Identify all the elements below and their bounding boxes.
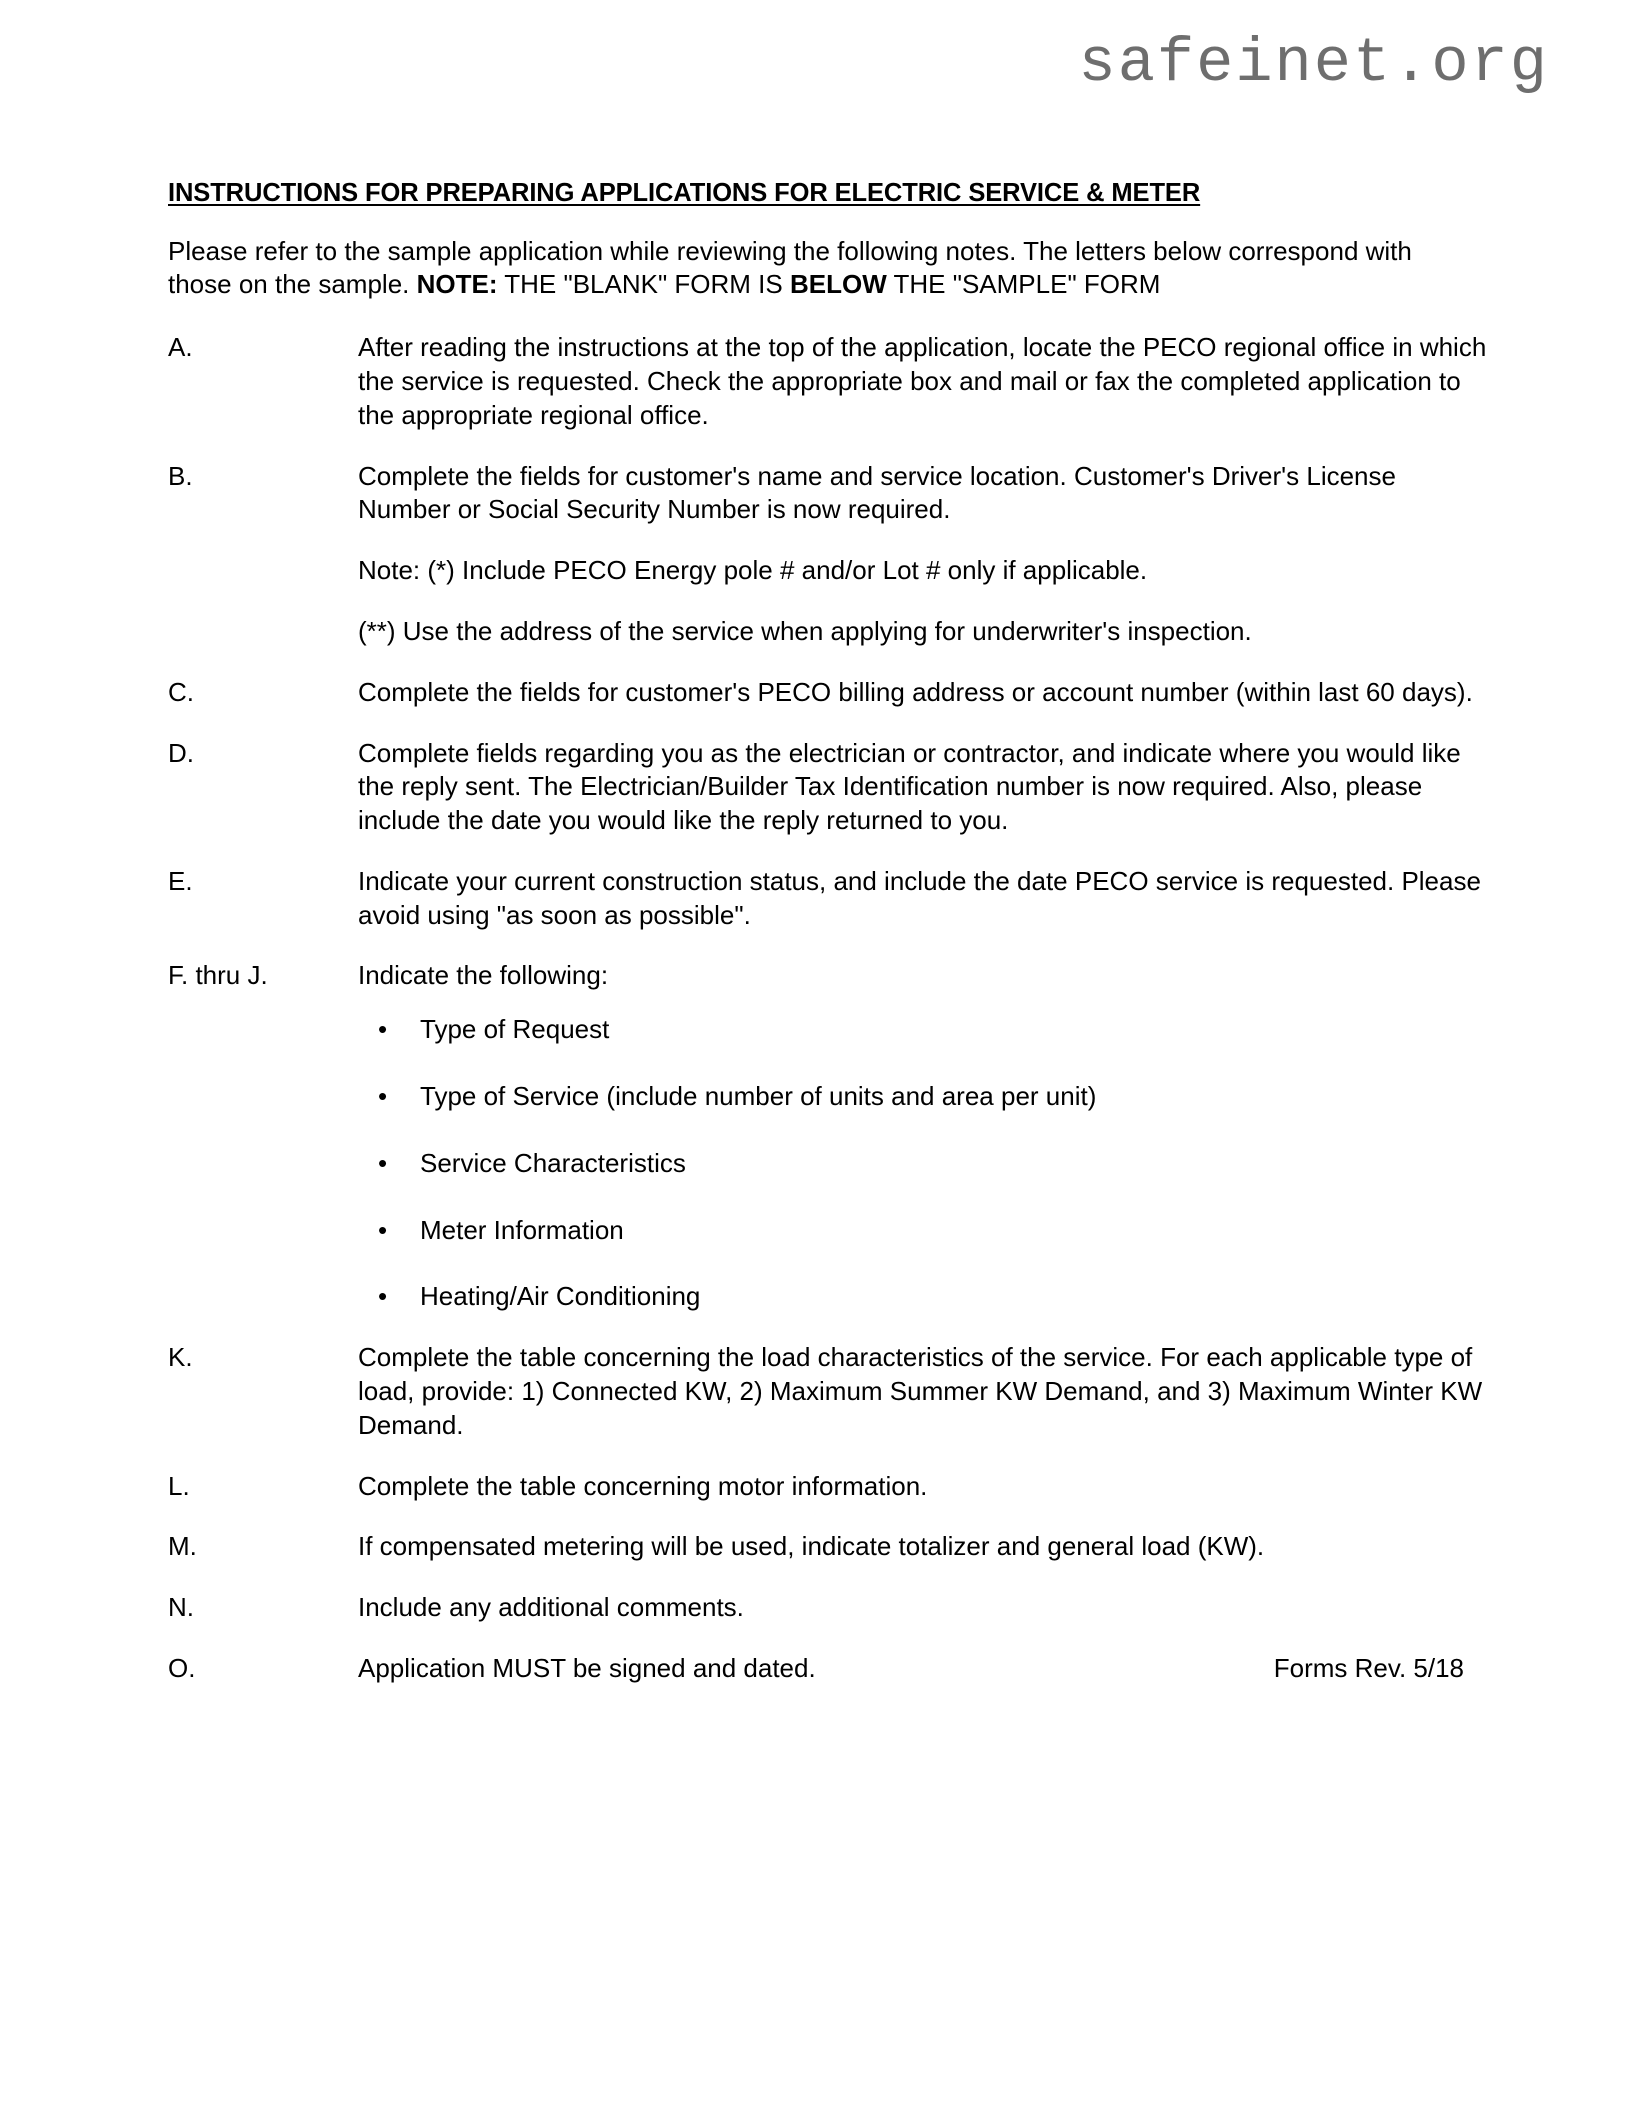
list-item-label: Meter Information [420, 1214, 624, 1245]
list-item [378, 1214, 1488, 1248]
intro-below-label: BELOW [789, 268, 887, 299]
item-body-b [358, 460, 1488, 649]
intro-paragraph [168, 235, 1458, 302]
document-content [168, 178, 1488, 1713]
item-note-b-single-asterisk: Note: (*) Include PECO Energy pole # and/or Lot # only if applicable. [358, 555, 1148, 586]
bullet-icon: • [378, 1214, 388, 1245]
item-body-o [358, 1652, 1488, 1686]
page-title: INSTRUCTIONS FOR PREPARING APPLICATIONS FOR ELECTRIC SERVICE & METER [168, 179, 1201, 207]
instruction-item-a [168, 331, 1488, 432]
item-text-d: Complete fields regarding you as the electrician or contractor, and indicate where you would like the reply sent. The Electrician/Builder Tax Identification number is now required. Also, please include the date you would like the reply returned to you. [358, 737, 1461, 836]
instruction-item-e [168, 865, 1488, 933]
item-o-row [358, 1652, 1488, 1686]
instruction-item-k [168, 1341, 1488, 1442]
instruction-item-l [168, 1470, 1488, 1504]
item-text-a: After reading the instructions at the top of the application, locate the PECO regional office in which the service is requested. Check the appropriate box and mail or fax the completed application to the appropriate regional office. [358, 332, 1487, 430]
list-item-label: Type of Request [420, 1014, 610, 1045]
item-text-k: Complete the table concerning the load characteristics of the service. For each applicable type of load, provide: 1) Connected KW, 2) Maximum Summer KW Demand, and 3) Maximum Winter KW Demand. [358, 1342, 1483, 1440]
intro-note-label: NOTE: [416, 268, 498, 299]
item-letter-e: E. [168, 865, 193, 896]
item-letter-d: D. [168, 737, 194, 768]
item-letter-c: C. [168, 676, 194, 707]
item-body-f-thru-j [358, 959, 1488, 1314]
instruction-item-o [168, 1652, 1488, 1686]
item-letter-o: O. [168, 1653, 196, 1684]
list-item-label: Service Characteristics [420, 1147, 686, 1178]
item-letter-n: N. [168, 1592, 194, 1623]
watermark-safeinet-org: safeinet.org [1078, 28, 1549, 99]
item-note-b-double-asterisk: (**) Use the address of the service when applying for underwriter's inspection. [358, 615, 1252, 646]
item-letter-f-thru-j: F. thru J. [168, 960, 268, 991]
item-text-l: Complete the table concerning motor information. [358, 1470, 928, 1501]
item-letter-l: L. [168, 1470, 190, 1501]
bullet-icon: • [378, 1281, 388, 1312]
bullet-icon: • [378, 1147, 388, 1178]
intro-text-part3: THE "SAMPLE" FORM [886, 268, 1161, 299]
instruction-item-b [168, 460, 1488, 649]
list-item [378, 1013, 1488, 1047]
indicate-following-list [358, 1013, 1488, 1314]
item-text-b: Complete the fields for customer's name and service location. Customer's Driver's License Number or Social Security Number is now required. [358, 460, 1396, 525]
item-text-e: Indicate your current construction status, and include the date PECO service is requested. Please avoid using "as soon as possible". [358, 865, 1481, 930]
instruction-item-f-thru-j [168, 959, 1488, 1314]
intro-text-part1: Please refer to the sample application while reviewing the following notes. The letters below correspond with those on the sample. [168, 235, 1412, 299]
instruction-item-m [168, 1530, 1488, 1564]
item-letter-b: B. [168, 460, 193, 491]
instruction-item-d [168, 737, 1488, 838]
bullet-icon: • [378, 1081, 388, 1112]
list-item [378, 1280, 1488, 1314]
list-item-label: Type of Service (include number of units and area per unit) [420, 1081, 1097, 1112]
list-item [378, 1147, 1488, 1181]
instruction-item-n [168, 1591, 1488, 1625]
item-letter-k: K. [168, 1342, 193, 1373]
instruction-item-c [168, 676, 1488, 710]
item-text-m: If compensated metering will be used, indicate totalizer and general load (KW). [358, 1531, 1265, 1562]
bullet-icon: • [378, 1014, 388, 1045]
forms-revision-note: Forms Rev. 5/18 [1273, 1653, 1464, 1684]
item-text-n: Include any additional comments. [358, 1592, 744, 1623]
item-letter-a: A. [168, 332, 193, 363]
intro-text-part2: THE "BLANK" FORM IS [497, 268, 790, 299]
item-letter-m: M. [168, 1531, 197, 1562]
item-text-o: Application MUST be signed and dated. [358, 1653, 816, 1684]
list-item-label: Heating/Air Conditioning [420, 1281, 701, 1312]
item-text-c: Complete the fields for customer's PECO billing address or account number (within last 60 days). [358, 676, 1473, 707]
list-item [378, 1080, 1488, 1114]
item-text-f-thru-j: Indicate the following: [358, 960, 609, 991]
